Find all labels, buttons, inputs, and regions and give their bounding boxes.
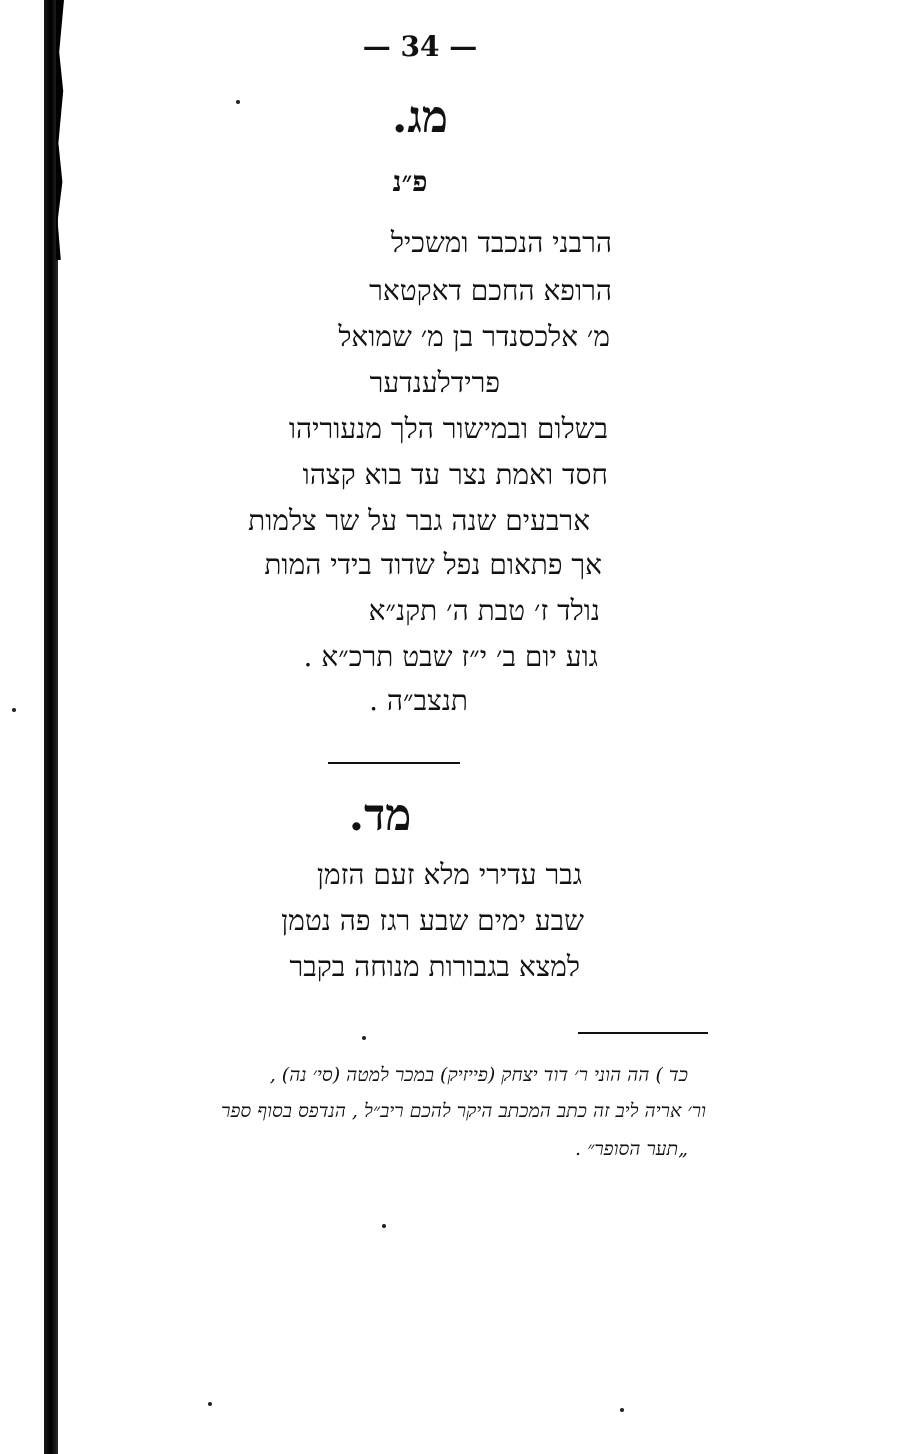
epitaph-line-4: פרידלענדער — [369, 366, 500, 399]
page-number: — 34 — — [362, 30, 478, 63]
epitaph-line-5: בשלום ובמישור הלך מנעוריהו — [288, 412, 608, 445]
epitaph-line-10: גוע יום ב׳ י״ז שבט תרכ״א . — [303, 640, 598, 673]
print-speck — [620, 1408, 624, 1412]
footnote-line-2: ור׳ אריה ליב זה כתב המכתב היקר להכם ריב״ל , הנדפס בסוף ספר — [221, 1100, 706, 1122]
epitaph-line-6: חסד ואמת נצר עד בוא קצהו — [302, 458, 608, 491]
section-1-subtitle: פ״נ — [392, 165, 428, 198]
section-1-number: מג. — [392, 92, 448, 143]
section-2-number: מד. — [348, 790, 412, 841]
section-divider — [328, 762, 460, 764]
print-speck — [236, 100, 240, 104]
epitaph-line-3: מ׳ אלכסנדר בן מ׳ שמואל — [338, 320, 610, 353]
print-speck — [362, 1036, 366, 1040]
epitaph-line-1: הרבני הנכבד ומשכיל — [390, 226, 612, 259]
epitaph-line-2: הרופא החכם דאקטאר — [369, 274, 612, 307]
print-speck — [382, 1224, 386, 1228]
print-speck — [12, 708, 16, 712]
epitaph-line-11: תנצב״ה . — [369, 684, 468, 717]
epitaph-line-8: אך פתאום נפל שדוד בידי המות — [264, 548, 602, 581]
binding-edge-tear — [56, 0, 64, 260]
footnote-line-1: כד ) הה הוני ר׳ דוד יצחק (פייזיק) במכר למטה (סי׳ נה) , — [269, 1064, 688, 1086]
epitaph-line-9: נולד ז׳ טבת ה׳ תקנ״א — [368, 594, 600, 627]
footnote-rule — [578, 1032, 708, 1034]
poem-line-3: למצא בגבורות מנוחה בקבר — [289, 950, 580, 983]
poem-line-1: גבר עדירי מלא זעם הזמן — [316, 858, 582, 891]
poem-line-2: שבע ימים שבע רגז פה נטמן — [281, 904, 584, 937]
footnote-line-3: „תער הסופר״ . — [575, 1138, 688, 1160]
binding-edge — [44, 0, 58, 1454]
epitaph-line-7: ארבעים שנה גבר על שר צלמות — [248, 504, 590, 537]
print-speck — [208, 1402, 212, 1406]
